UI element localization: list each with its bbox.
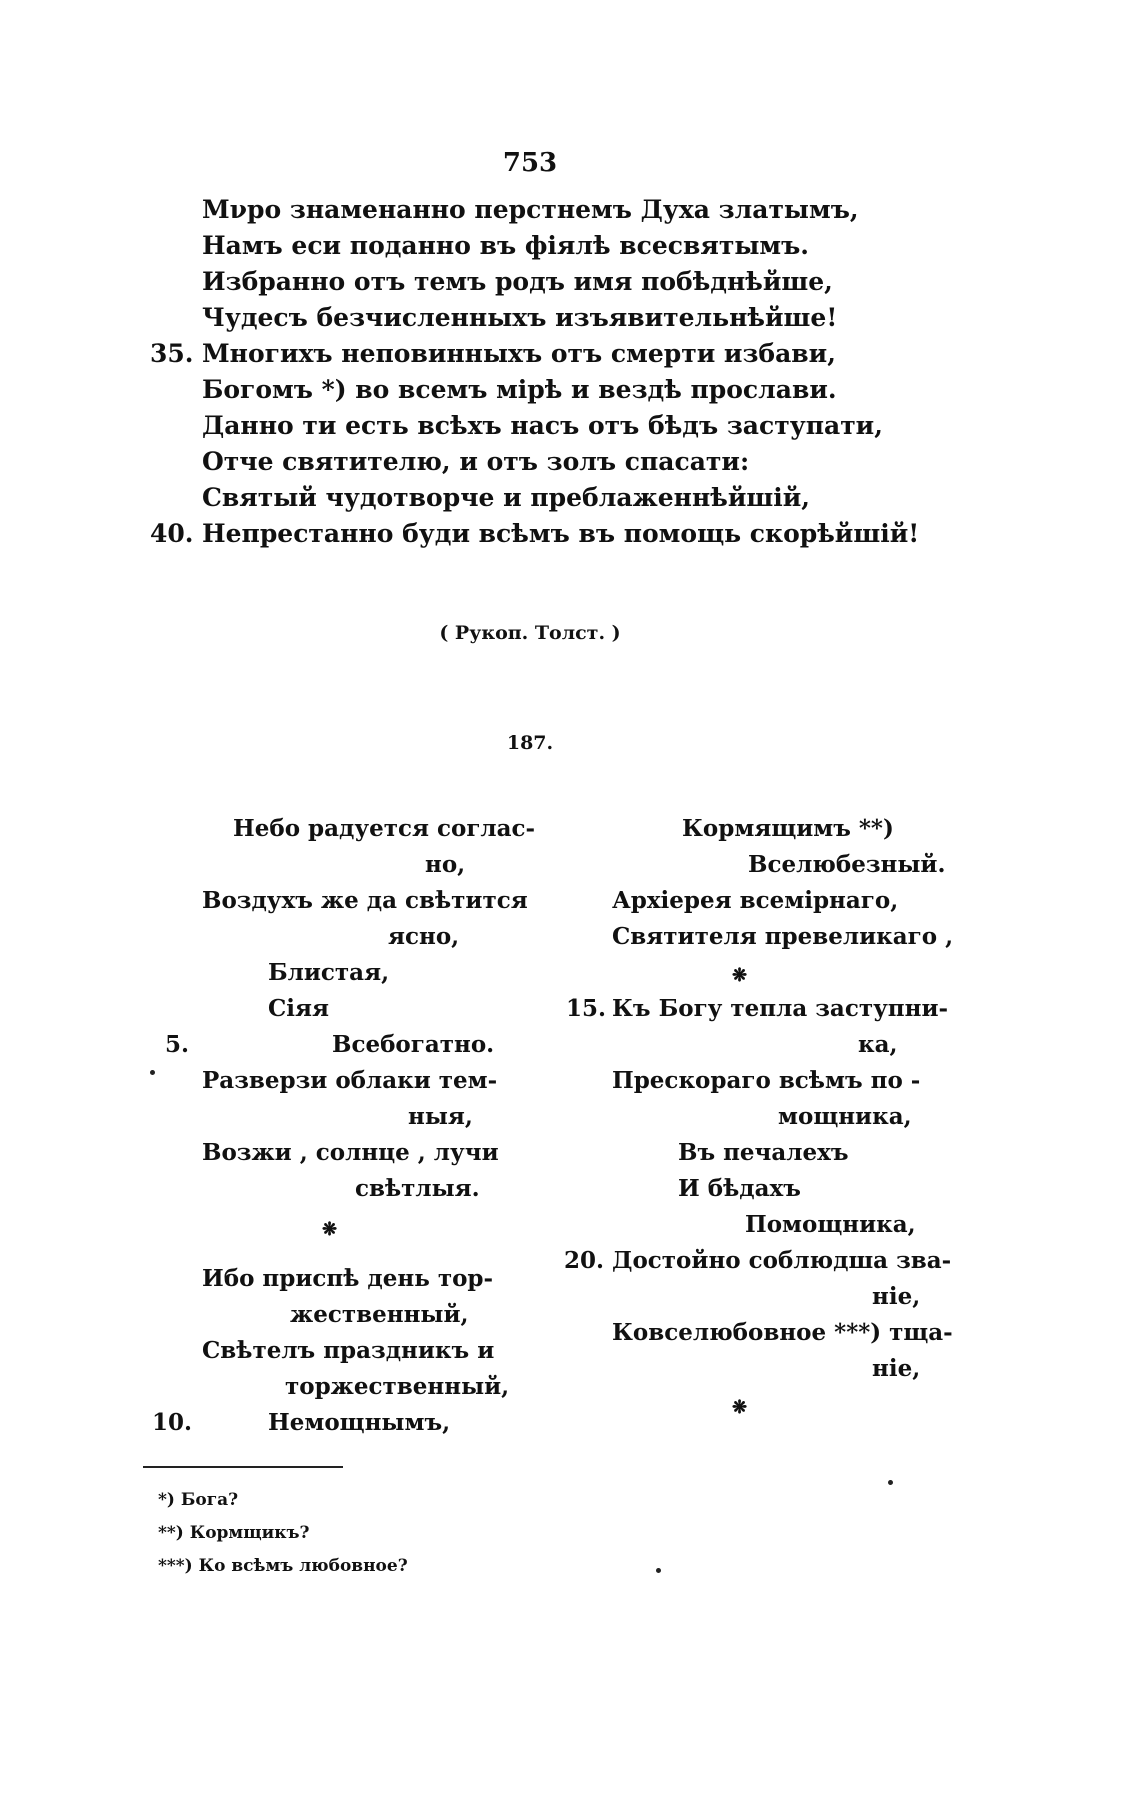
line-number: 40. (150, 519, 194, 548)
line-text: Чудесъ безчисленныхъ изъявительнѣйше! (202, 303, 838, 332)
column-line (560, 1283, 940, 1319)
column-line (560, 995, 949, 1031)
right-column (560, 815, 954, 1427)
poem-number: 187. (506, 732, 554, 754)
line-text: Ибо приспѣ день тор- (202, 1265, 494, 1292)
stanza-break (560, 959, 940, 995)
column-line (150, 815, 536, 851)
stanza-break (150, 1211, 530, 1265)
column-line (150, 1265, 530, 1301)
column-line (560, 1247, 952, 1283)
line-number: 10. (152, 1409, 193, 1436)
line-text: Вселюбезный. (748, 851, 946, 878)
print-speck (150, 1070, 155, 1075)
line-text: Къ Богу тепла заступни- (612, 995, 949, 1022)
column-line (150, 1067, 530, 1103)
line-text: Мνро знаменанно перстнемъ Духа златымъ, (202, 195, 859, 224)
line-text: ясно, (388, 923, 460, 950)
footnote-rule (143, 1466, 343, 1468)
line-text: Архiерея всемiрнаго, (612, 887, 899, 914)
asterisk-ornament: ❋ (732, 965, 748, 986)
line-text: Святителя превеликаго , (612, 923, 954, 950)
column-line (560, 815, 940, 851)
line-text: И бѣдахъ (678, 1175, 801, 1202)
footnotes (158, 1490, 408, 1589)
line-number: 35. (150, 339, 194, 368)
column-line (560, 1139, 940, 1175)
line-text: Воздухъ же да свѣтится (202, 887, 528, 914)
line-text: Возжи , солнце , лучи (202, 1139, 499, 1166)
line-text: ка, (858, 1031, 898, 1058)
line-text: нiе, (872, 1355, 921, 1382)
column-line (150, 1337, 530, 1373)
line-text: торжественный, (285, 1373, 510, 1400)
print-speck (656, 1568, 661, 1573)
asterisk-ornament: ❋ (732, 1397, 748, 1418)
column-line (150, 887, 530, 923)
line-text: Многихъ неповинныхъ отъ смерти избави, (202, 339, 836, 368)
column-line (150, 1139, 530, 1175)
line-text: Свѣтелъ праздникъ и (202, 1337, 495, 1364)
line-text: Достойно соблюдша зва- (612, 1247, 952, 1274)
source-citation: ( Рукоп. Толст. ) (439, 622, 621, 644)
asterisk-ornament: ❋ (322, 1219, 338, 1240)
line-text: Сiяя (268, 995, 330, 1022)
column-line (150, 851, 530, 887)
line-text: Избранно отъ темъ родъ имя побѣднѣйше, (202, 267, 833, 296)
column-line (560, 1175, 940, 1211)
column-line (150, 923, 530, 959)
line-text: Кормящимъ **) (682, 815, 894, 842)
line-text: Святый чудотворче и преблаженнѣйшiй, (202, 483, 811, 512)
column-line (150, 1409, 530, 1445)
column-line (150, 995, 530, 1031)
footnote: *) Бога? (158, 1490, 239, 1510)
line-text: ныя, (408, 1103, 473, 1130)
line-text: Небо радуется соглас- (233, 815, 536, 842)
line-text: Ковселюбовное ***) тща- (612, 1319, 953, 1346)
line-text: Намъ еси поданно въ фiялѣ всесвятымъ. (202, 231, 809, 260)
column-line (150, 1031, 530, 1067)
column-line (560, 1211, 940, 1247)
line-text: жественный, (290, 1301, 469, 1328)
line-text: мощника, (778, 1103, 912, 1130)
column-line (560, 1355, 940, 1391)
line-text: Данно ти есть всѣхъ насъ отъ бѣдъ заступати, (202, 411, 883, 440)
column-line (560, 923, 954, 959)
stanza-break (560, 1391, 940, 1427)
line-text: Прескораго всѣмъ по - (612, 1067, 921, 1094)
line-text: свѣтлыя. (355, 1175, 480, 1202)
column-line (150, 1103, 530, 1139)
line-text: нiе, (872, 1283, 921, 1310)
print-speck (888, 1480, 893, 1485)
column-line (150, 1175, 530, 1211)
column-line (560, 1319, 953, 1355)
column-line (150, 1301, 530, 1337)
column-line (560, 1031, 940, 1067)
line-text: Помощника, (745, 1211, 916, 1238)
line-text: Въ печалехъ (678, 1139, 849, 1166)
line-number: 5. (165, 1031, 190, 1058)
column-line (560, 1067, 940, 1103)
line-text: Непрестанно буди всѣмъ въ помощь скорѣйшiй! (202, 519, 920, 548)
column-line (560, 851, 946, 887)
line-text: Блистая, (268, 959, 390, 986)
footnote: **) Кормщикъ? (158, 1523, 310, 1543)
line-text: Немощнымъ, (268, 1409, 451, 1436)
column-line (150, 959, 530, 995)
line-text: Всебогатно. (332, 1031, 495, 1058)
footnote: ***) Ко всѣмъ любовное? (158, 1556, 408, 1576)
column-line (560, 1103, 940, 1139)
line-text: Отче святителю, и отъ золъ спасати: (202, 447, 750, 476)
line-number: 15. (566, 995, 607, 1022)
left-column (150, 815, 536, 1445)
line-text: Богомъ *) во всемъ мiрѣ и вездѣ прослави. (202, 375, 837, 404)
page-number: 753 (502, 148, 558, 178)
line-text: но, (425, 851, 466, 878)
column-line (560, 887, 940, 923)
line-number: 20. (564, 1247, 605, 1274)
column-line (150, 1373, 530, 1409)
line-text: Разверзи облаки тем- (202, 1067, 498, 1094)
